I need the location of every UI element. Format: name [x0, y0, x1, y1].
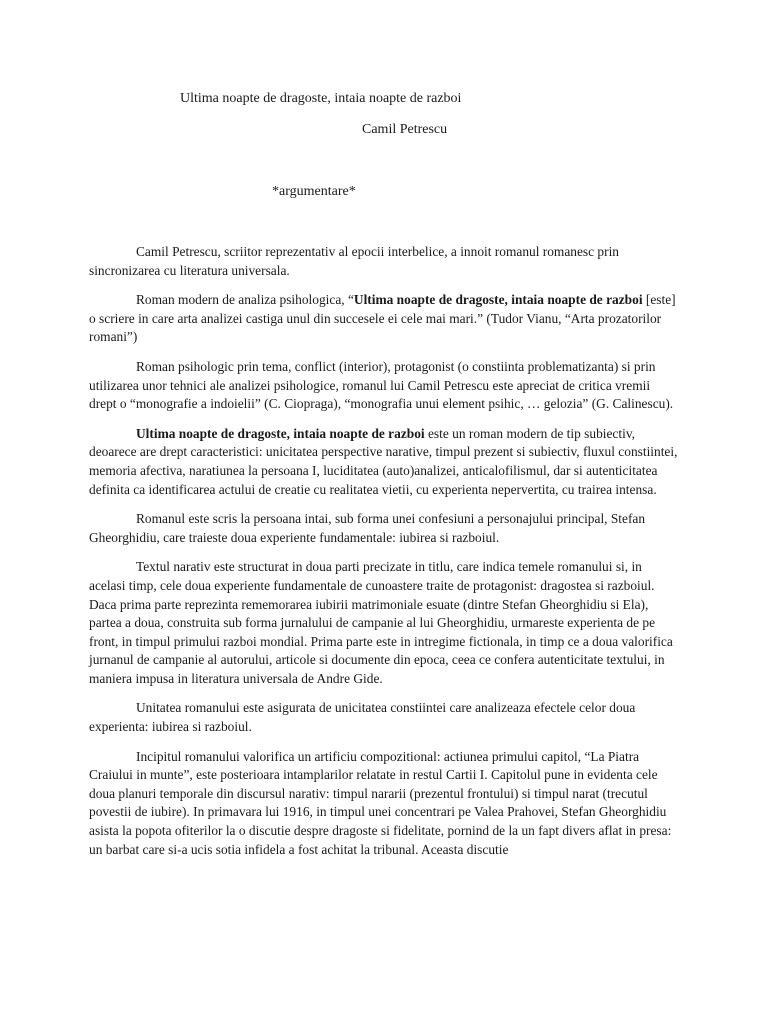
document-subtitle: *argumentare*	[272, 184, 356, 199]
bold-text: Ultima noapte de dragoste, intaia noapte de razboi	[353, 292, 643, 308]
text-run: Roman psihologic prin tema, conflict (interior), protagonist (o constiinta problematizanta) si prin utilizarea unor tehnici ale analizei psihologice, romanul lui Camil Petrescu este apreciat de critica vremii drept o “monografie a indoielii” (C. Ciopraga), “monografia unui element psihic, … gelozia” (G. Calinescu).	[89, 358, 674, 412]
document-title: Ultima noapte de dragoste, intaia noapte de razboi	[180, 91, 462, 106]
text-run: Unitatea romanului este asigurata de unicitatea constiintei care analizeaza efectele celor doua experienta: iubirea si razboiul.	[89, 700, 636, 735]
text-run: Romanul este scris la persoana intai, sub forma unei confesiuni a personajului principal, Stefan Gheorghidiu, care traieste doua experiente fundamentale: iubirea si razboiul.	[89, 511, 646, 545]
text-run: Textul narativ este structurat in doua parti precizate in titlu, care indica temele romanului si, in acelasi timp, cele doua experiente fundamentale de cunoastere traite de protagonist: dragostea si razboiul. Daca prima parte reprezinta rememorarea iubirii matrimoniale esuate (dintre Stefan Gheorghidiu si Ela), partea a doua, construita sub forma jurnalului de campanie al lui Gheorghidiu, urmareste experienta de pe front, in timpul primului razboi mondial. Prima parte este in intregime fictionala, in timp ce a doua valorifica jurnanul de campanie al autorului, articole si documente din epoca, ceea ce confera autenticitate textului, in maniera impusa in literatura universala de Andre Gide.	[89, 559, 673, 686]
text-run: Roman modern de analiza psihologica, “	[136, 292, 354, 308]
paragraph	[89, 358, 679, 414]
paragraph	[89, 425, 679, 499]
text-run: este un roman modern de tip subiectiv, deoarece are drept caracteristici: unicitatea perspective narative, timpul prezent si subiectiv, fluxul constiintei, memoria afectiva, naratiunea la persoana I, luciditatea (auto)analizei, anticalofilismul, dar si autenticitatea definita ca identificarea actului de creatie cu realitatea vietii, cu experienta nepervertita, cu trairea intensa.	[89, 425, 678, 497]
document-author: Camil Petrescu	[362, 122, 448, 137]
paragraph	[89, 699, 679, 736]
document-body	[89, 243, 679, 870]
paragraph	[89, 558, 679, 688]
paragraph	[89, 748, 679, 860]
text-run: [este] o scriere in care arta analizei castiga unul din succesele ei cele mai mari.” (Tudor Vianu, “Arta prozatorilor romani”)	[89, 292, 676, 345]
text-run: Camil Petrescu, scriitor reprezentativ al epocii interbelice, a innoit romanul romanesc prin sincronizarea cu literatura universala.	[89, 244, 620, 278]
bold-text: Ultima noapte de dragoste, intaia noapte de razboi	[136, 425, 425, 441]
paragraph	[89, 291, 679, 347]
paragraph	[89, 243, 679, 280]
text-run: Incipitul romanului valorifica un artificiu compozitional: actiunea primului capitol, “La Piatra Craiului in munte”, este posterioara intamplarilor relatate in restul Cartii I. Capitolul pune in evidenta cele doua planuri temporale din discursul narativ: timpul nararii (prezentul frontului) si timpul narat (trecutul povestii de iubire). In primavara lui 1916, in timpul unei concentrari pe Valea Prahovei, Stefan Gheorghidiu asista la popota ofiterilor la o discutie despre dragoste si fidelitate, pornind de la un fapt divers aflat in presa: un barbat care si-a ucis sotia infidela a fost achitat la tribunal. Aceasta discutie	[89, 748, 672, 857]
paragraph	[89, 510, 679, 547]
